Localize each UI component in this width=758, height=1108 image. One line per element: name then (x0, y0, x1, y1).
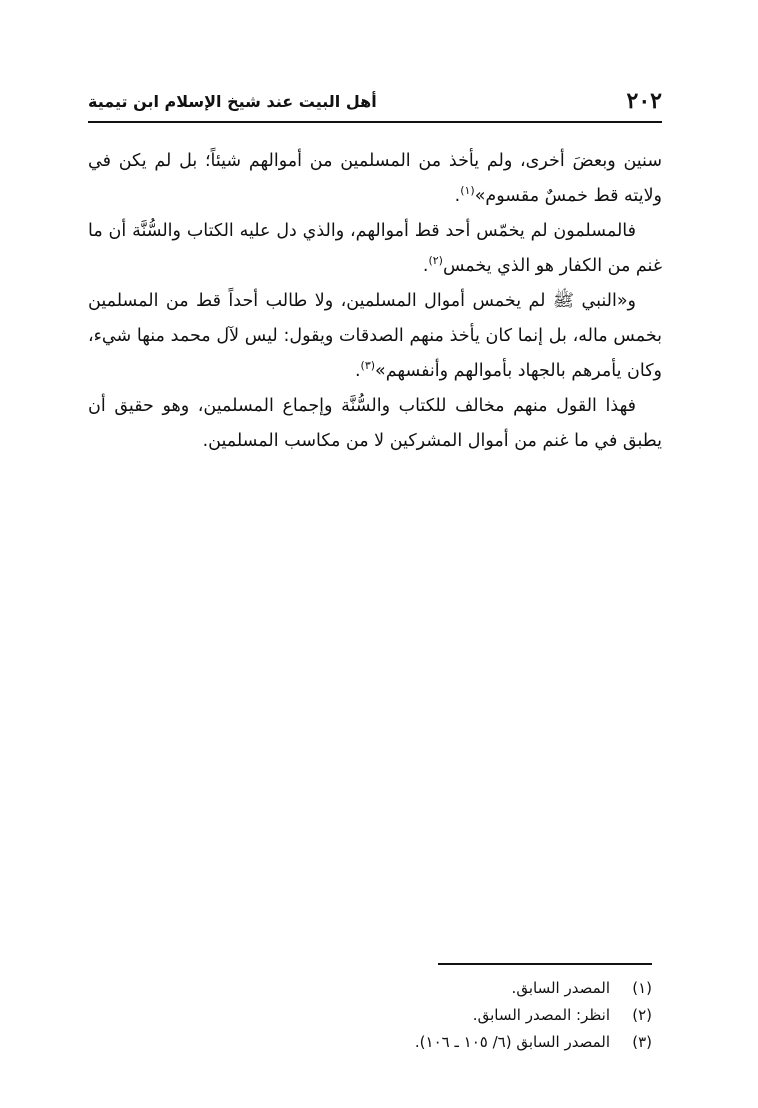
footnote-text: انظر: المصدر السابق. (472, 1006, 610, 1024)
footnote-number: (٢) (632, 1006, 652, 1024)
footnote-reference: (١) (460, 184, 475, 198)
paragraph-text: فالمسلمون لم يخمّس أحد قط أموالهم، والذي دل عليه الكتاب والسُّنَّة أن ما غنم من الكفار هو الذي يخمس (88, 221, 662, 276)
paragraph-text: فهذا القول منهم مخالف للكتاب والسُّنَّة وإجماع المسلمين، وهو حقيق أن يطبق في ما غنم من أموال المشركين لا من مكاسب المسلمين. (88, 396, 662, 451)
footnote-text: المصدر السابق. (511, 979, 610, 997)
paragraph-text: سنين وبعضَ أخرى، ولم يأخذ من المسلمين من أموالهم شيئاً؛ بل لم يكن في ولايته قط خمسٌ مقسوم» (88, 151, 662, 206)
paragraph-tail: . (454, 186, 461, 206)
running-header (88, 80, 662, 120)
paragraph (88, 144, 662, 214)
footnote-number: (٣) (632, 1033, 652, 1051)
paragraph-tail: . (422, 256, 429, 276)
footnote-reference: (٣) (360, 359, 376, 373)
paragraph (88, 284, 662, 389)
footnotes (88, 975, 652, 1056)
footnote (88, 1002, 652, 1029)
paragraph (88, 389, 662, 459)
footnote (88, 1029, 652, 1056)
footnote-number: (١) (632, 979, 652, 997)
paragraph-tail: . (354, 361, 361, 381)
footnote-reference: (٢) (428, 254, 443, 268)
footnote-text: المصدر السابق (٦/ ١٠٥ ـ ١٠٦). (414, 1033, 610, 1051)
footnote (88, 975, 652, 1002)
body-text (88, 144, 662, 459)
paragraph-text: و«النبي ﷺ لم يخمس أموال المسلمين، ولا طالب أحداً قط من المسلمين بخمس ماله، بل إنما كان يأخذ منهم الصدقات ويقول: ليس لآل محمد منها شيء، وكان يأمرهم بالجهاد بأموالهم وأنفسهم» (88, 291, 662, 381)
header-rule (88, 121, 662, 123)
paragraph (88, 214, 662, 284)
running-title: أهل البيت عند شيخ الإسلام ابن تيمية (88, 92, 377, 111)
footnote-rule (438, 963, 652, 965)
page-number: ٢٠٢ (626, 88, 662, 114)
